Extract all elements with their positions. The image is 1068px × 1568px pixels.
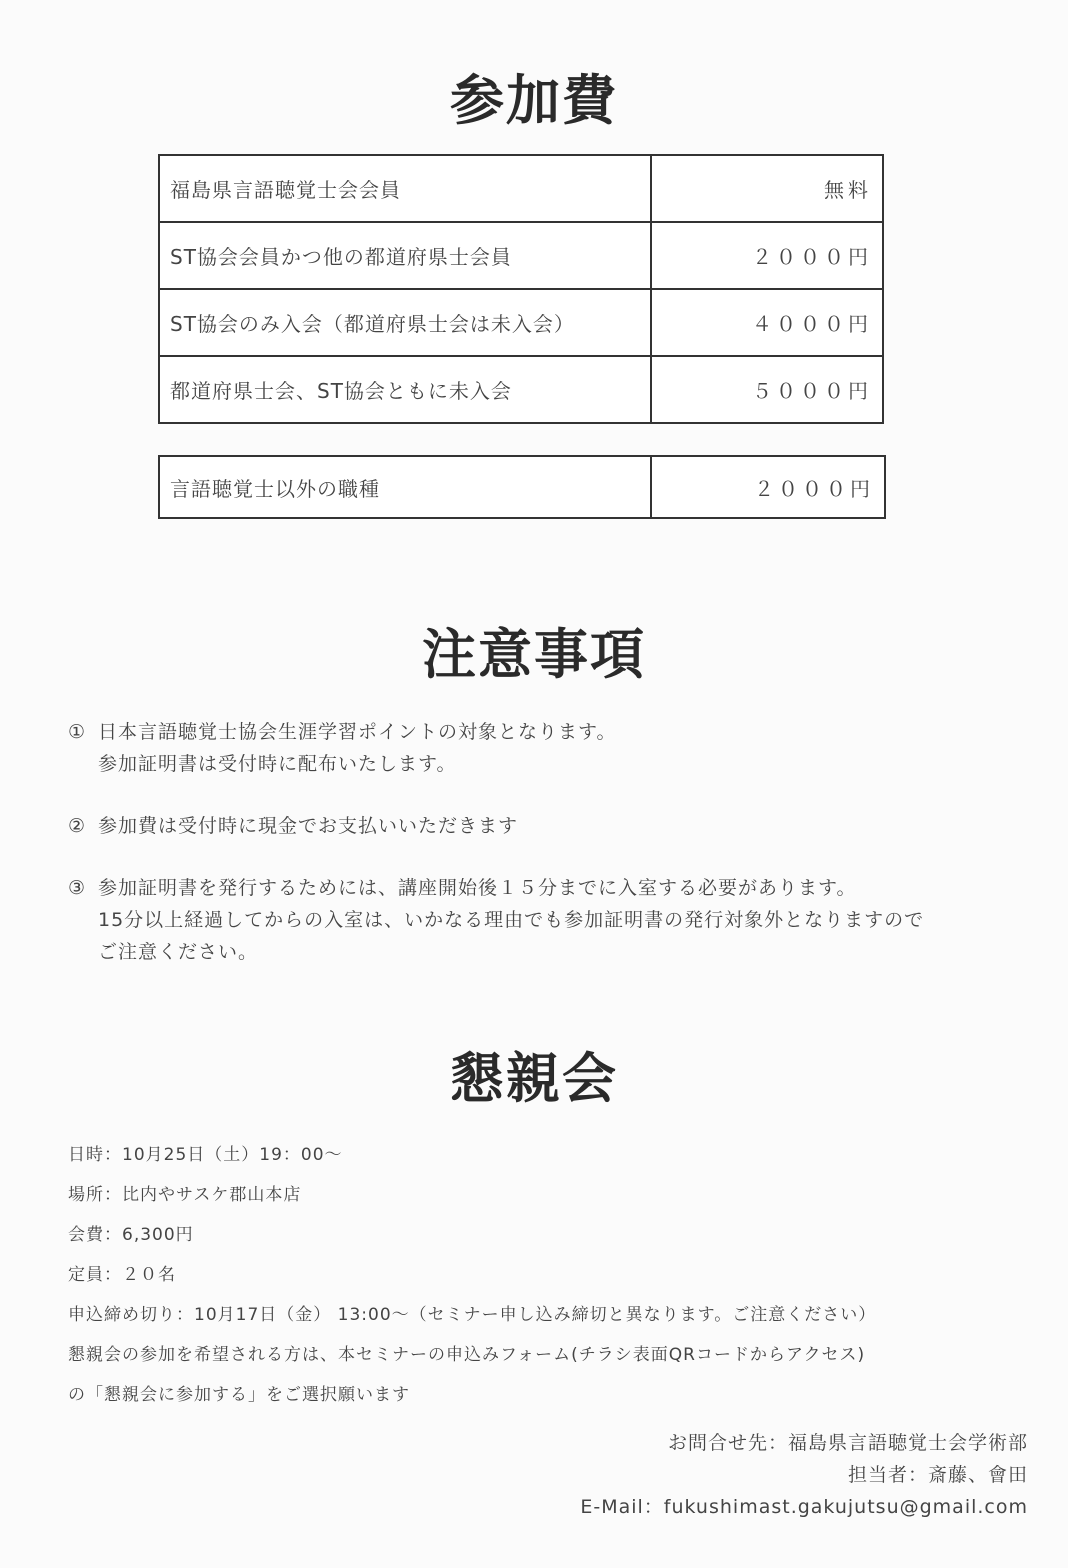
fee-price: ２０００円 <box>651 222 883 289</box>
contact-person: 担当者：斎藤、會田 <box>847 1464 1028 1486</box>
fee-label: 都道府県士会、ST協会ともに未入会 <box>159 356 651 423</box>
fee-label: ST協会のみ入会（都道府県士会は未入会） <box>159 289 651 356</box>
party-instruction: 懇親会の参加を希望される方は、本セミナーの申込みフォーム(チラシ表面QRコードからアクセス) <box>68 1345 866 1365</box>
note-item <box>68 810 1008 842</box>
note-text: ご注意ください。 <box>98 941 259 963</box>
note-text: 15分以上経過してからの入室は、いかなる理由でも参加証明書の発行対象外となりますので <box>98 909 925 931</box>
party-deadline: 申込締め切り：10月17日（金） 13:00～（セミナー申し込み締切と異なります。ご注意ください） <box>68 1305 877 1325</box>
other-fee-table <box>158 455 886 519</box>
note-text: 参加費は受付時に現金でお支払いいただきます <box>98 815 519 837</box>
fee-table <box>158 154 884 424</box>
note-item <box>68 872 1008 968</box>
party-venue: 場所：比内やサスケ郡山本店 <box>68 1185 302 1205</box>
note-number: ① <box>68 721 87 743</box>
party-instruction: の「懇親会に参加する」をご選択願います <box>68 1385 410 1405</box>
table-row <box>159 356 883 423</box>
note-text: 参加証明書は受付時に配布いたします。 <box>98 753 457 775</box>
table-row <box>159 456 885 518</box>
note-number: ③ <box>68 877 87 899</box>
fee-price: ２０００円 <box>651 456 885 518</box>
fee-label: ST協会会員かつ他の都道府県士会員 <box>159 222 651 289</box>
fee-price: ５０００円 <box>651 356 883 423</box>
fee-label: 言語聴覚士以外の職種 <box>159 456 651 518</box>
contact-email[interactable]: E-Mail：fukushimast.gakujutsu@gmail.com <box>580 1496 1028 1518</box>
note-item <box>68 716 1008 780</box>
contact-department: お問合せ先：福島県言語聴覚士会学術部 <box>667 1432 1028 1454</box>
party-fee: 会費：6,300円 <box>68 1225 194 1245</box>
fee-price: ４０００円 <box>651 289 883 356</box>
party-details <box>68 1135 1008 1415</box>
party-datetime: 日時：10月25日（土）19：00～ <box>68 1145 343 1165</box>
party-capacity: 定員：２０名 <box>68 1265 176 1285</box>
note-number: ② <box>68 815 87 837</box>
fee-label: 福島県言語聴覚士会会員 <box>159 155 651 222</box>
table-row <box>159 155 883 222</box>
fees-title: 参加費 <box>450 69 618 132</box>
note-text: 日本言語聴覚士協会生涯学習ポイントの対象となります。 <box>98 721 617 743</box>
party-title: 懇親会 <box>450 1047 618 1110</box>
notes-title: 注意事項 <box>422 623 646 686</box>
table-row <box>159 222 883 289</box>
notes-list <box>68 716 1008 998</box>
table-row <box>159 289 883 356</box>
contact-block <box>580 1427 1028 1523</box>
note-text: 参加証明書を発行するためには、講座開始後１５分までに入室する必要があります。 <box>98 877 857 899</box>
fee-price: 無料 <box>651 155 883 222</box>
